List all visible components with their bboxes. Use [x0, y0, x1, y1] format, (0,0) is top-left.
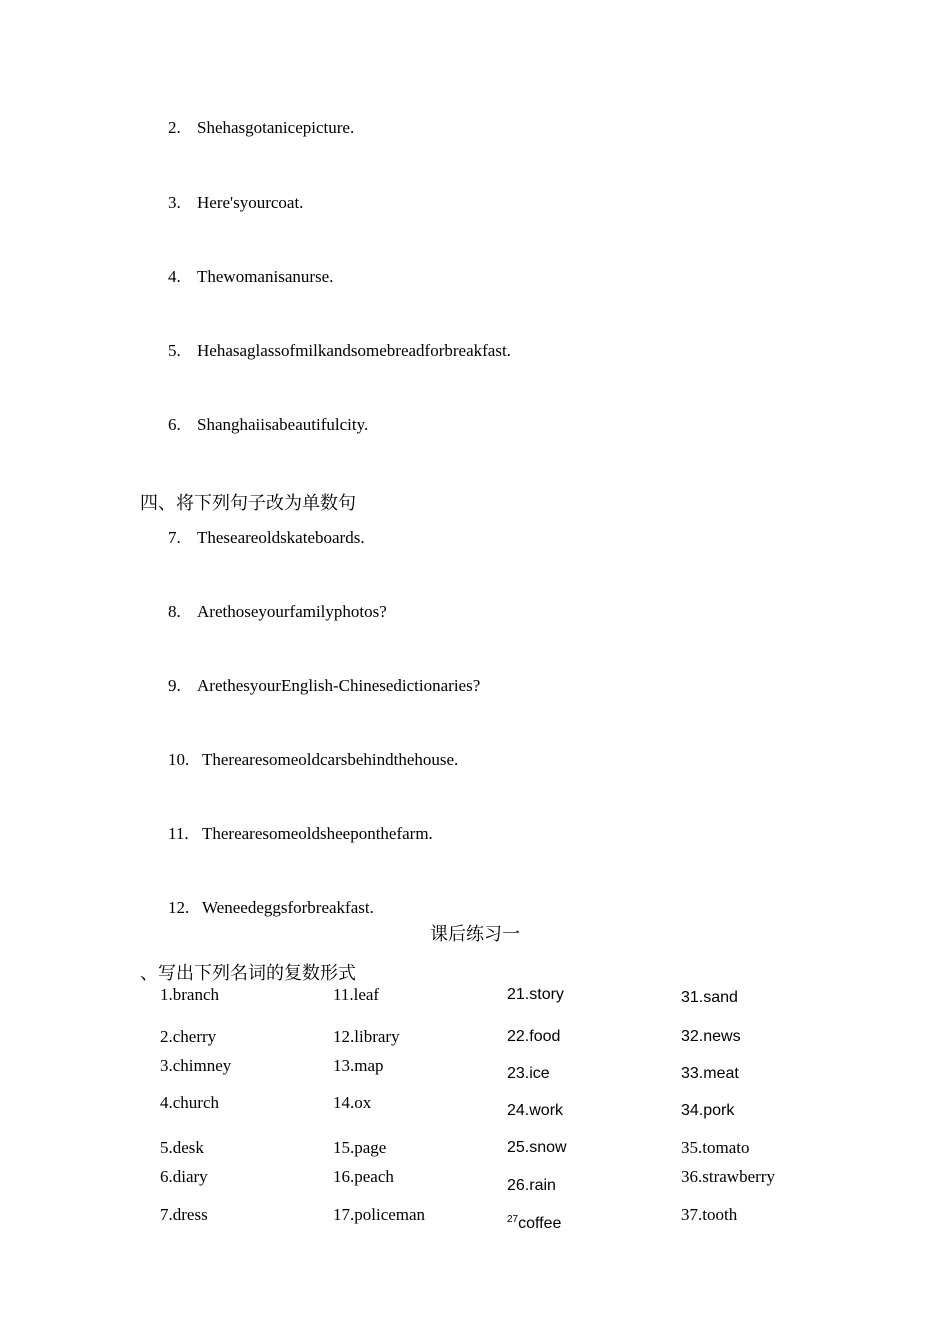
sentence-text: Theseareoldskateboards. [197, 528, 365, 547]
list-item [168, 341, 511, 361]
word-item: 33.meat [681, 1065, 739, 1082]
word-item: 5.desk [160, 1138, 204, 1157]
item-number: 8. [168, 602, 181, 621]
word-item: 16.peach [333, 1167, 394, 1186]
list-item [168, 193, 303, 213]
sentence-text: Hehasaglassofmilkandsomebreadforbreakfast. [197, 341, 511, 360]
list-item [168, 750, 458, 770]
item-number: 9. [168, 676, 181, 695]
list-item [168, 528, 365, 548]
item-number: 3. [168, 193, 181, 212]
word-item: 32.news [681, 1028, 741, 1045]
list-item [168, 118, 354, 138]
word-item: 7.dress [160, 1205, 208, 1224]
list-item [168, 824, 433, 844]
item-number: 11. [168, 824, 189, 843]
word-item: 24.work [507, 1102, 564, 1119]
word-item: 34.pork [681, 1102, 735, 1119]
list-item [168, 267, 333, 287]
sentence-text: Here'syourcoat. [197, 193, 304, 212]
word-item: 31.sand [681, 989, 738, 1006]
sentence-text: ArethesyourEnglish-Chinesedictionaries? [197, 676, 481, 695]
list-item [168, 676, 480, 696]
word-item: 23.ice [507, 1065, 550, 1082]
word-item: 13.map [333, 1056, 384, 1075]
page-title: 课后练习一 [430, 924, 520, 944]
item-number: 27 [507, 1214, 519, 1225]
word-item: 17.policeman [333, 1205, 426, 1224]
item-number: 10. [168, 750, 190, 769]
word-item: 3.chimney [160, 1056, 232, 1075]
word-item [507, 1214, 561, 1233]
sentence-text: Arethoseyourfamilyphotos? [197, 602, 387, 621]
sentence-text: Therearesomeoldcarsbehindthehouse. [202, 750, 459, 769]
sentence-text: Weneedeggsforbreakfast. [202, 898, 374, 917]
word-text: coffee [518, 1215, 562, 1232]
word-item: 2.cherry [160, 1027, 217, 1046]
word-item: 6.diary [160, 1167, 208, 1186]
item-number: 6. [168, 415, 181, 434]
item-number: 4. [168, 267, 181, 286]
word-item: 1.branch [160, 985, 220, 1004]
item-number: 5. [168, 341, 181, 360]
word-item: 21.story [507, 986, 564, 1003]
word-item: 22.food [507, 1028, 561, 1045]
section-heading: 四、将下列句子改为单数句 [140, 493, 356, 513]
word-item: 36.strawberry [681, 1167, 775, 1186]
item-number: 12. [168, 898, 190, 917]
word-item: 11.leaf [333, 985, 380, 1004]
item-number: 7. [168, 528, 181, 547]
list-item [168, 415, 368, 435]
sentence-text: Thewomanisanurse. [197, 267, 334, 286]
word-item: 12.library [333, 1027, 400, 1046]
item-number: 2. [168, 118, 181, 137]
sentence-text: Therearesomeoldsheeponthefarm. [202, 824, 433, 843]
word-item: 4.church [160, 1093, 220, 1112]
word-item: 15.page [333, 1138, 387, 1157]
sentence-text: Shehasgotanicepicture. [197, 118, 355, 137]
word-item: 37.tooth [681, 1205, 738, 1224]
word-item: 26.rain [507, 1177, 556, 1194]
word-item: 25.snow [507, 1139, 567, 1156]
section-heading: 、写出下列名词的复数形式 [140, 963, 356, 983]
list-item [168, 898, 374, 918]
word-item: 14.ox [333, 1093, 372, 1112]
list-item [168, 602, 387, 622]
word-item: 35.tomato [681, 1138, 750, 1157]
sentence-text: Shanghaiisabeautifulcity. [197, 415, 369, 434]
